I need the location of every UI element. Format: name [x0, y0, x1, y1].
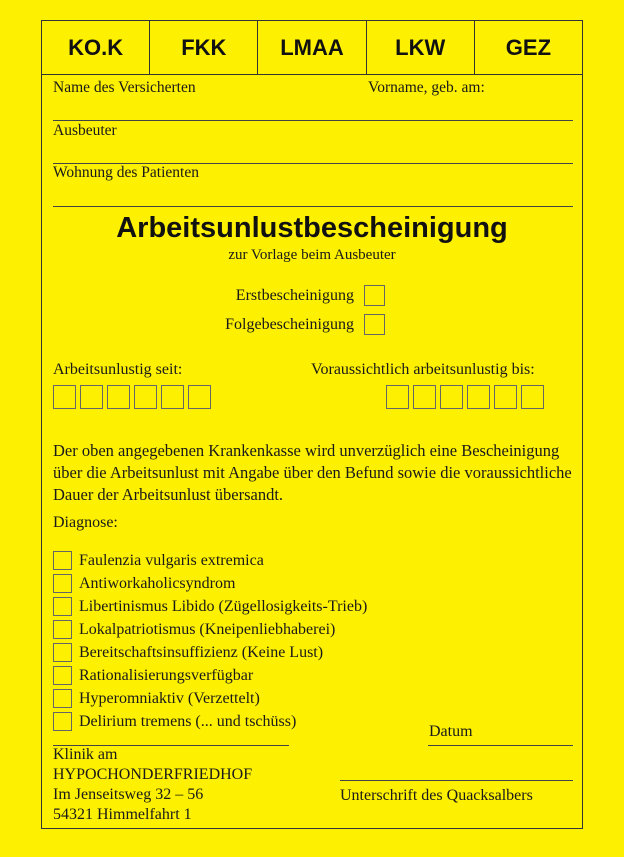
diagnosis-text: Bereitschaftsinsuffizienz (Keine Lust) — [79, 643, 324, 661]
first-certificate-label: Erstbescheinigung — [235, 286, 354, 304]
diagnosis-text: Hyperomniaktiv (Verzettelt) — [79, 689, 260, 707]
diagnosis-text: Delirium tremens (... und tschüss) — [79, 712, 297, 730]
diagnosis-item — [53, 664, 367, 687]
until-label: Voraussichtlich arbeitsunlustig bis: — [311, 361, 535, 378]
diagnosis-checkbox[interactable] — [53, 666, 72, 685]
since-date-digit[interactable] — [107, 385, 130, 409]
until-date-digit[interactable] — [413, 385, 436, 409]
diagnosis-text: Lokalpatriotismus (Kneipenliebhaberei) — [79, 620, 336, 638]
diagnosis-text: Antiworkaholicsyndrom — [79, 574, 236, 592]
date-label: Datum — [429, 723, 473, 740]
date-line[interactable] — [428, 745, 573, 746]
follow-certificate-label: Folgebescheinigung — [225, 315, 354, 333]
until-date-digit[interactable] — [467, 385, 490, 409]
diagnosis-checkbox[interactable] — [53, 643, 72, 662]
insured-name-label: Name des Versicherten — [53, 79, 196, 96]
clinic-address — [53, 745, 252, 825]
first-certificate-row — [154, 285, 385, 306]
diagnosis-checkbox[interactable] — [53, 551, 72, 570]
first-name-dob-label: Vorname, geb. am: — [368, 79, 485, 96]
diagnosis-text: Libertinismus Libido (Zügellosigkeits-Trieb) — [79, 597, 368, 615]
diagnosis-checkbox[interactable] — [53, 574, 72, 593]
diagnosis-checkbox[interactable] — [53, 597, 72, 616]
diagnosis-item — [53, 549, 367, 572]
diagnosis-text: Rationalisierungsverfügbar — [79, 666, 254, 684]
clinic-line: Klinik am — [53, 746, 118, 763]
since-date-digit[interactable] — [188, 385, 211, 409]
since-date-digit[interactable] — [53, 385, 76, 409]
since-date-boxes — [53, 385, 215, 409]
follow-certificate-row — [154, 314, 385, 335]
signature-line[interactable] — [340, 780, 573, 781]
residence-label: Wohnung des Patienten — [53, 164, 199, 181]
since-date-digit[interactable] — [161, 385, 184, 409]
insurer-cell[interactable]: LMAA — [258, 21, 366, 74]
signature-label: Unterschrift des Quacksalbers — [340, 787, 533, 804]
clinic-line: HYPOCHONDERFRIEDHOF — [53, 766, 253, 783]
insured-name-line[interactable] — [53, 120, 573, 121]
until-date-digit[interactable] — [494, 385, 517, 409]
page-title: Arbeitsunlustbescheinigung — [116, 212, 508, 244]
diagnosis-checkbox[interactable] — [53, 620, 72, 639]
until-date-digit[interactable] — [386, 385, 409, 409]
diagnosis-item — [53, 595, 367, 618]
diagnosis-item — [53, 641, 367, 664]
diagnosis-item — [53, 687, 367, 710]
exploiter-label: Ausbeuter — [53, 122, 117, 139]
residence-line[interactable] — [53, 206, 573, 207]
insurer-cell[interactable]: FKK — [150, 21, 258, 74]
since-date-digit[interactable] — [134, 385, 157, 409]
follow-certificate-checkbox[interactable] — [364, 314, 385, 335]
first-certificate-checkbox[interactable] — [364, 285, 385, 306]
diagnosis-item — [53, 618, 367, 641]
since-label: Arbeitsunlustig seit: — [53, 361, 183, 378]
since-date-digit[interactable] — [80, 385, 103, 409]
clinic-line: 54321 Himmelfahrt 1 — [53, 806, 192, 823]
diagnosis-item — [53, 710, 367, 733]
page-subtitle: zur Vorlage beim Ausbeuter — [228, 247, 396, 263]
insurer-cell[interactable]: KO.K — [42, 21, 150, 74]
diagnosis-text: Faulenzia vulgaris extremica — [79, 551, 264, 569]
until-date-digit[interactable] — [521, 385, 544, 409]
diagnosis-checkbox[interactable] — [53, 712, 72, 731]
until-date-digit[interactable] — [440, 385, 463, 409]
insurer-header — [42, 21, 582, 75]
insurer-cell[interactable]: GEZ — [505, 34, 552, 60]
diagnosis-list — [53, 549, 367, 733]
diagnosis-item — [53, 572, 367, 595]
until-date-boxes — [386, 385, 548, 409]
notice-text: Der oben angegebenen Krankenkasse wird unverzüglich eine Bescheinigung über die Arbeitsunlust mit Angabe über den Befund sowie die voraussichtliche Dauer der Arbeitsunlust übersandt. — [53, 441, 572, 504]
insurer-cell[interactable]: LKW — [367, 21, 475, 74]
diagnosis-label: Diagnose: — [53, 514, 118, 531]
diagnosis-checkbox[interactable] — [53, 689, 72, 708]
clinic-line: Im Jenseitsweg 32 – 56 — [53, 786, 204, 803]
form-frame — [41, 20, 583, 829]
